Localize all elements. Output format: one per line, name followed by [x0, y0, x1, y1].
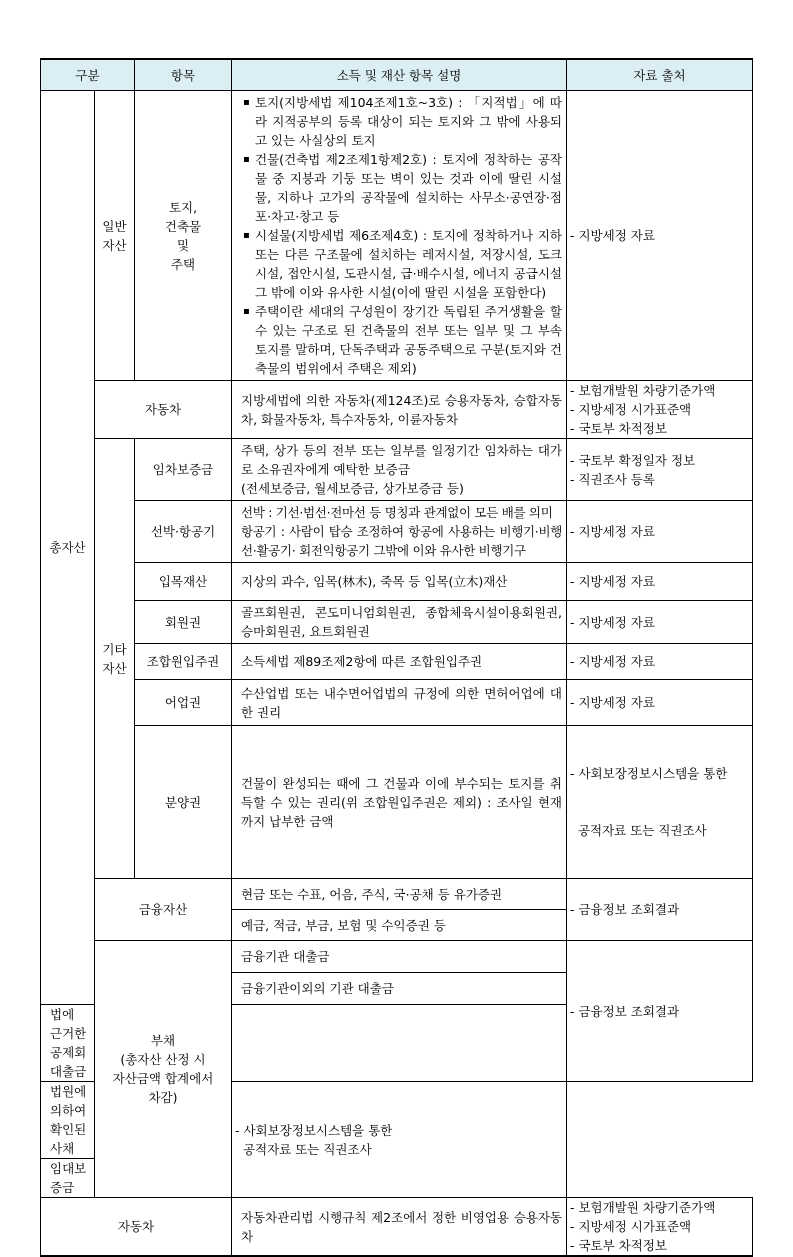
financial-source: [567, 879, 753, 941]
source-line: - 지방세정 자료: [570, 695, 655, 710]
financial-item: 금융자산: [95, 879, 232, 941]
bullet-land: ▪ 토지(지방세법 제104조제1호~3호) : 「지적법」에 따라 지적공부의 등록 대상이 되는 토지와 그 밖에 사용되고 있는 사실상의 토지: [241, 93, 562, 150]
table-row: [41, 601, 753, 644]
table-row: [41, 644, 753, 680]
source-line: - 사회보장정보시스템을 통한: [235, 1122, 393, 1138]
source-line: - 국토부 확정일자 정보: [570, 452, 696, 468]
debt-source: [232, 1082, 567, 1198]
source-line: - 지방세정 자료: [570, 614, 655, 630]
other-desc: 소득세법 제89조제2항에 따른 조합원입주권: [232, 644, 567, 680]
other-item: 회원권: [135, 601, 232, 644]
other-source: [567, 563, 753, 601]
total-assets-label: 총자산: [41, 91, 95, 1005]
debt-desc: 금융기관 대출금: [232, 941, 567, 973]
bullet-housing: ▪ 주택이란 세대의 구성원이 장기간 독립된 주거생활을 할 수 있는 구조로 된 건축물의 전부 또는 일부 및 그 부속 토지를 말하며, 단독주택과 공동주택으로 구분(토지와 건축물의 범위에서 주택은 제외): [241, 302, 562, 378]
other-desc: 주택, 상가 등의 전부 또는 일부를 일정기간 임차하는 대가로 소유권자에게 예탁한 보증금 (전세보증금, 월세보증금, 상가보증금 등): [232, 439, 567, 501]
source-line: - 금융정보 조회결과: [570, 1003, 680, 1019]
other-source: [567, 644, 753, 680]
source-line: - 지방세정 자료: [570, 524, 655, 539]
table-row: [41, 680, 753, 726]
other-desc: 수산업법 또는 내수면어업법의 규정에 의한 면허어업에 대한 권리: [232, 680, 567, 726]
table-row: [41, 381, 753, 439]
other-desc: 골프회원권, 콘도미니엄회원권, 종합체육시설이용회원권, 승마회원권, 요트회원권: [232, 601, 567, 644]
source-line: - 직권조사 등록: [570, 471, 655, 487]
debt-desc: 임대보증금: [41, 1159, 95, 1198]
source-line: - 국토부 차적정보: [570, 1238, 667, 1253]
asset-table: [40, 58, 753, 1257]
header-row: [41, 59, 753, 91]
other-source: [567, 726, 753, 879]
table-row: [41, 501, 753, 563]
header-description: 소득 및 재산 항목 설명: [232, 59, 567, 91]
general-assets-label: 일반 자산: [95, 91, 135, 381]
table-row: [41, 91, 753, 381]
other-item: 입목재산: [135, 563, 232, 601]
other-desc: 건물이 완성되는 때에 그 건물과 이에 부수되는 토지를 취득할 수 있는 권리(위 조합원입주권은 제외) : 조사일 현재까지 납부한 금액: [232, 726, 567, 879]
other-source: [567, 680, 753, 726]
other-item: 선박·항공기: [135, 501, 232, 563]
debt-item: 부채 (총자산 산정 시 자산금액 합계에서 차감): [95, 941, 232, 1198]
table-row: [41, 1198, 753, 1257]
general-assets-source: [567, 91, 753, 381]
table-row: [41, 563, 753, 601]
source-line: - 지방세정 시가표준액: [570, 402, 692, 417]
source-line: - 국토부 차적정보: [570, 421, 667, 436]
header-category: 구분: [41, 59, 135, 91]
other-source: [567, 439, 753, 501]
table-row: [41, 879, 753, 910]
debt-desc: 법에 근거한 공제회 대출금: [41, 1005, 95, 1082]
source-line: 공적자료 또는 직권조사: [570, 823, 707, 838]
other-assets-label: 기타 자산: [95, 439, 135, 879]
source-line: - 사회보장정보시스템을 통한: [570, 766, 728, 781]
general-assets-item: 토지, 건축물 및 주택: [135, 91, 232, 381]
other-desc: 지상의 과수, 임목(林木), 죽목 등 입목(立木)재산: [232, 563, 567, 601]
source-line: - 지방세정 자료: [570, 574, 655, 589]
other-item: 어업권: [135, 680, 232, 726]
debt-source: [567, 941, 753, 1082]
bullet-facility: ▪ 시설물(지방세법 제6조제4호) : 토지에 정착하거나 지하 또는 다른 구조물에 설치하는 레저시설, 저장시설, 도크시설, 접안시설, 도관시설, 급·배수시설, 에너지 공급시설 그 밖에 이와 유사한 시설(이에 딸린 시설을 포함한다): [241, 226, 562, 302]
source-line: - 금융정보 조회결과: [570, 902, 680, 917]
source-line: - 보험개발원 차량기준가액: [570, 383, 716, 398]
car-item: 자동차: [95, 381, 232, 439]
financial-desc: 예금, 적금, 부금, 보험 및 수익증권 등: [232, 910, 567, 941]
header-item: 항목: [135, 59, 232, 91]
source-line: - 지방세정 시가표준액: [570, 1219, 692, 1234]
table-row: [41, 726, 753, 879]
source-line: - 지방세정 자료: [570, 654, 655, 669]
other-desc: 선박 : 기선·범선·전마선 등 명칭과 관계없이 모든 배를 의미 항공기 : 사람이 탑승 조정하여 항공에 사용하는 비행기·비행선·활공기· 회전익항공기 그밖에 이와 유사한 비행기구: [232, 501, 567, 563]
header-source: 자료 출처: [567, 59, 753, 91]
bullet-building: ▪ 건물(건축법 제2조제1항제2호) : 토지에 정착하는 공작물 중 지붕과 기둥 또는 벽이 있는 것과 이에 딸린 시설물, 지하나 고가의 공작물에 설치하는 사무소·공연장·점포·차고·창고 등: [241, 150, 562, 226]
vehicle-source: [567, 1198, 753, 1257]
vehicle-item: 자동차: [41, 1198, 232, 1257]
table-row: [41, 439, 753, 501]
source-line: 공적자료 또는 직권조사: [235, 1141, 372, 1157]
source-line: - 보험개발원 차량기준가액: [570, 1200, 716, 1215]
car-source: [567, 381, 753, 439]
source-line: - 지방세정 자료: [570, 228, 655, 243]
car-desc: 지방세법에 의한 자동차(제124조)로 승용자동차, 승합자동차, 화물자동차, 특수자동차, 이륜자동차: [232, 381, 567, 439]
debt-desc: 법원에 의하여 확인된 사채: [41, 1082, 95, 1159]
other-item: 임차보증금: [135, 439, 232, 501]
debt-desc: 금융기관이외의 기관 대출금: [232, 973, 567, 1005]
general-assets-desc: [232, 91, 567, 381]
other-item: 분양권: [135, 726, 232, 879]
vehicle-desc: 자동차관리법 시행규칙 제2조에서 정한 비영업용 승용자동차: [232, 1198, 567, 1257]
financial-desc: 현금 또는 수표, 어음, 주식, 국·공채 등 유가증권: [232, 879, 567, 910]
other-item: 조합원입주권: [135, 644, 232, 680]
table-row: [41, 941, 753, 973]
other-source: [567, 501, 753, 563]
other-source: [567, 601, 753, 644]
